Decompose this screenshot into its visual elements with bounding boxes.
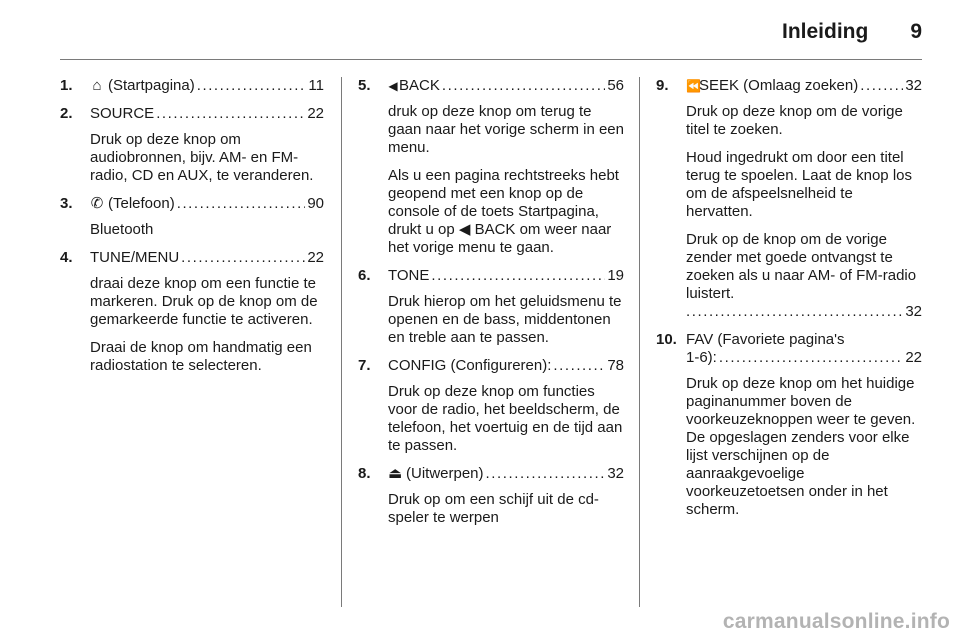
list-item (358, 77, 624, 257)
item-label: CONFIG (Configureren): (388, 357, 552, 374)
description-text: Druk op de knop om de vorige zender met goede ontvangst te zoeken als u naar AM- of FM-radio luistert. (686, 231, 917, 302)
item-number: 8. (358, 465, 371, 482)
leader-dots (442, 77, 605, 95)
leader-dots (197, 77, 307, 95)
item-description (388, 491, 624, 527)
column-1 (60, 77, 324, 375)
item-label-continued: 1-6): (686, 349, 717, 366)
leader-dots (553, 357, 605, 375)
item-heading (90, 249, 324, 267)
item-label: (Telefoon) (108, 195, 175, 212)
leader-dots (431, 267, 605, 285)
page-reference[interactable]: 56 (607, 77, 624, 94)
list-item (60, 249, 324, 375)
item-description (90, 131, 324, 185)
home-icon: ⌂ (92, 77, 102, 94)
item-description (90, 221, 324, 239)
list-item (60, 105, 324, 185)
description-paragraph: Houd ingedrukt om door een titel terug te spoelen. Laat de knop los om de afspeelsnelheid te hervatten. (686, 149, 912, 220)
description-paragraph: Druk hierop om het geluidsmenu te openen en de bass, middentonen en treble aan te passen. (388, 293, 622, 346)
page-number: 9 (910, 20, 922, 43)
item-label: TONE (388, 267, 430, 284)
item-label: SEEK (Omlaag zoeken) (699, 77, 859, 94)
leader-dots (686, 303, 903, 321)
column-divider (639, 77, 640, 607)
item-description (388, 103, 624, 257)
item-label: BACK (399, 77, 440, 94)
watermark: carmanualsonline.info (722, 610, 950, 633)
leader-dots (181, 249, 305, 267)
leader-dots (486, 465, 606, 483)
item-heading (388, 357, 624, 375)
description-paragraph: Bluetooth (90, 221, 154, 238)
item-label: (Uitwerpen) (406, 465, 484, 482)
item-heading (90, 195, 324, 213)
description-paragraph: Als u een pagina rechtstreeks hebt geopend met een knop op de console of de toets Startpagina, drukt u op ◀ BACK om weer naar het vorige menu te gaan. (388, 167, 619, 256)
item-number: 4. (60, 249, 73, 266)
list-item (60, 195, 324, 239)
page-reference[interactable]: 11 (308, 77, 324, 94)
description-paragraph: Druk op deze knop om het huidige paginanummer boven de voorkeuzeknoppen weer te geven. De opgeslagen zenders voor elke lijst verschijnen op de aanraakgevoelige voorkeuzetoetsen onder in het scherm. (686, 375, 916, 518)
phone-icon: ✆ (90, 195, 104, 212)
item-label: FAV (Favoriete pagina's (686, 331, 845, 348)
item-number: 5. (358, 77, 371, 94)
item-heading (90, 77, 324, 95)
description-paragraph: Druk op deze knop om functies voor de radio, het beeldscherm, de telefoon, het voertuig en de tijd aan te passen. (388, 383, 623, 454)
page-reference[interactable]: 19 (607, 267, 624, 284)
item-heading-trailer (686, 303, 922, 321)
item-number: 3. (60, 195, 73, 212)
list-item (358, 465, 624, 527)
page-reference[interactable]: 32 (905, 77, 922, 94)
item-label: (Startpagina) (108, 77, 195, 94)
page-reference[interactable]: 22 (905, 349, 922, 366)
column-3 (656, 77, 922, 519)
description-paragraph: Druk op deze knop om audiobronnen, bijv. AM- en FM-radio, CD en AUX, te veranderen. (90, 131, 314, 184)
leader-dots (156, 105, 305, 123)
column-divider (341, 77, 342, 607)
item-heading (388, 77, 624, 95)
leader-dots (860, 77, 903, 95)
item-description (90, 275, 324, 375)
leader-dots (177, 195, 306, 213)
item-heading (90, 105, 324, 123)
eject-icon: ⏏ (388, 465, 403, 482)
leader-dots (719, 349, 903, 367)
page-reference[interactable]: 22 (307, 249, 324, 266)
item-number: 9. (656, 77, 669, 94)
column-2 (358, 77, 624, 527)
description-paragraph: Druk op deze knop om de vorige titel te zoeken. (686, 103, 903, 138)
item-heading (686, 77, 922, 95)
description-paragraph: druk op deze knop om terug te gaan naar het vorige scherm in een menu. (388, 103, 624, 156)
item-number: 1. (60, 77, 73, 94)
description-paragraph: draai deze knop om een functie te markeren. Druk op de knop om de gemarkeerde functie te activeren. (90, 275, 318, 328)
item-label: TUNE/MENU (90, 249, 180, 266)
page-reference[interactable]: 90 (307, 195, 324, 212)
item-heading (686, 331, 922, 367)
page-reference[interactable]: 32 (905, 303, 922, 320)
list-item (358, 267, 624, 347)
list-item (656, 331, 922, 519)
item-label: SOURCE (90, 105, 155, 122)
item-number: 7. (358, 357, 371, 374)
seek-back-icon: ⏪ (686, 79, 701, 93)
list-item (656, 77, 922, 321)
header-divider (60, 59, 922, 60)
item-heading (388, 465, 624, 483)
item-number: 10. (656, 331, 677, 348)
list-item (60, 77, 324, 95)
list-item (358, 357, 624, 455)
page-reference[interactable]: 22 (307, 105, 324, 122)
description-paragraph: Draai de knop om handmatig een radiostation te selecteren. (90, 339, 312, 374)
page-reference[interactable]: 78 (607, 357, 624, 374)
item-heading (388, 267, 624, 285)
item-heading-line2 (686, 349, 922, 367)
description-paragraph: Druk op om een schijf uit de cd-speler te werpen (388, 491, 599, 526)
page-title: Inleiding (781, 20, 869, 43)
page-reference[interactable]: 32 (607, 465, 624, 482)
item-description (388, 293, 624, 347)
item-number: 6. (358, 267, 371, 284)
item-description (686, 103, 922, 321)
description-paragraph (686, 231, 922, 321)
page-header (60, 17, 922, 47)
item-number: 2. (60, 105, 73, 122)
item-description (686, 375, 922, 519)
back-arrow-icon: ◀ (388, 79, 398, 93)
item-description (388, 383, 624, 455)
